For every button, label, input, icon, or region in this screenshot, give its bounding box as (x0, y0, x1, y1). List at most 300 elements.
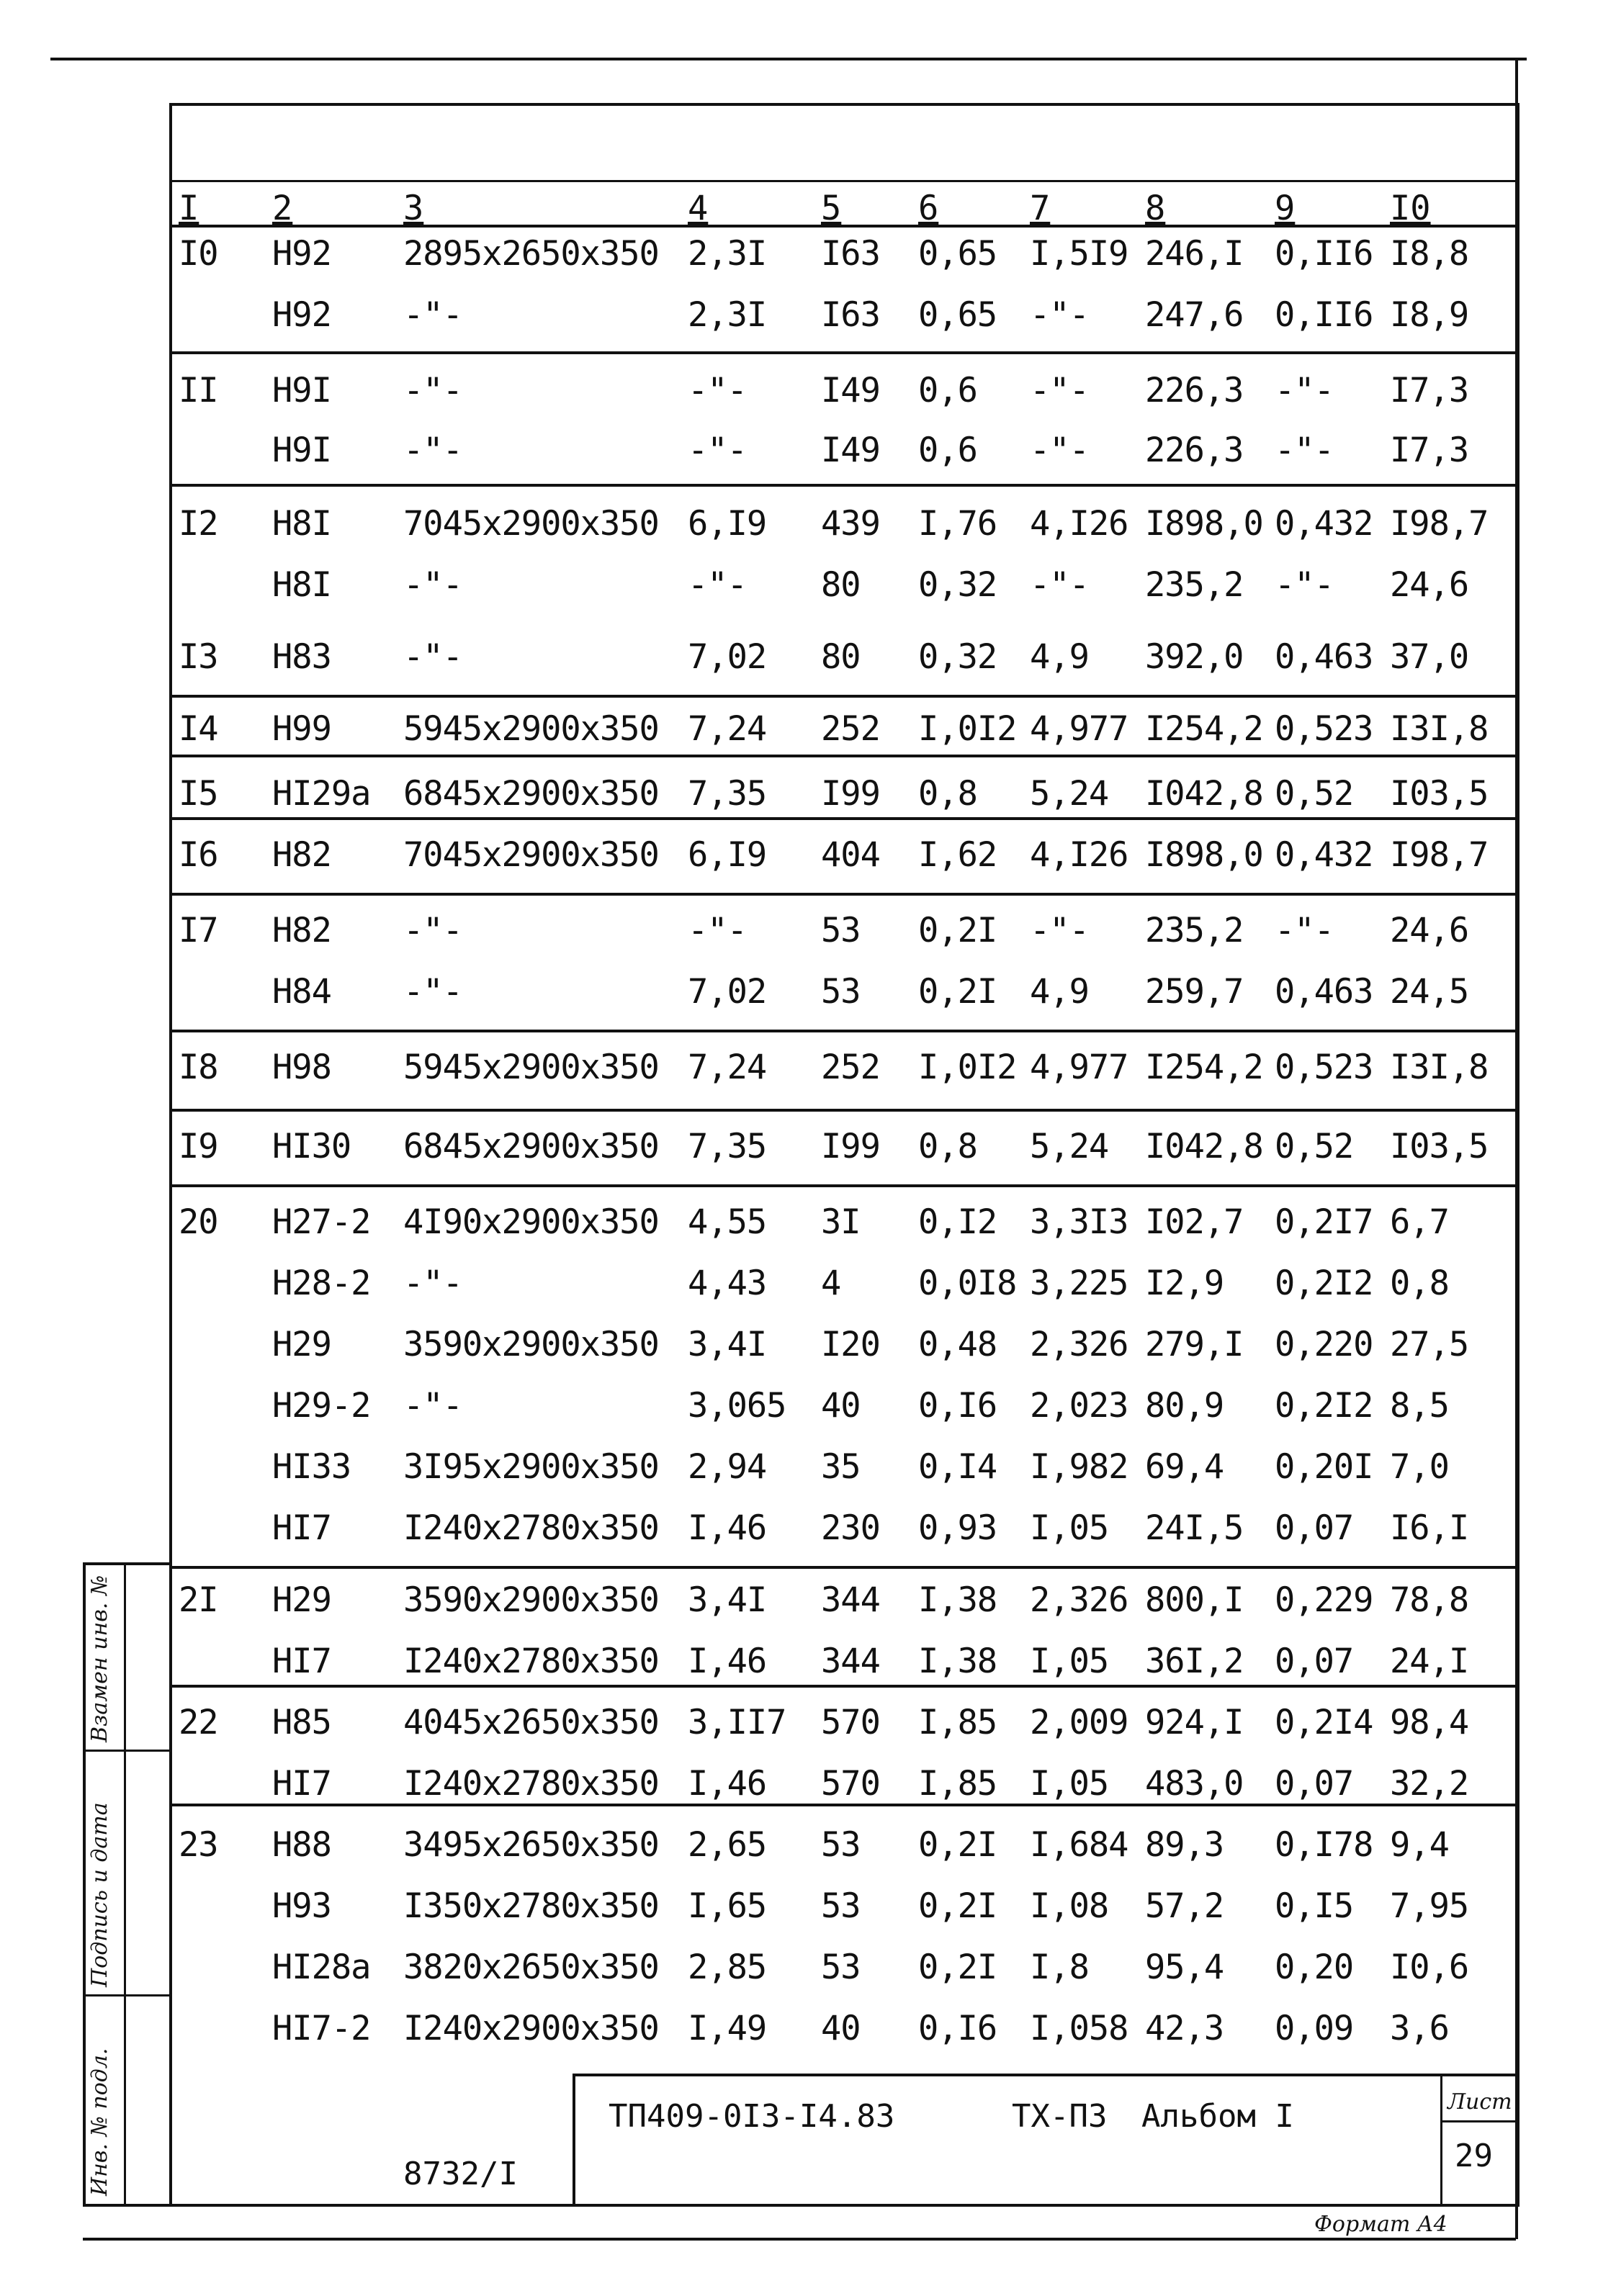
table-cell: H82 (272, 835, 331, 875)
frame-left (169, 103, 172, 2205)
header-rule-top (169, 180, 1516, 182)
table-cell: 344 (821, 1642, 880, 1681)
table-cell: I042,8 (1145, 774, 1263, 814)
table-cell: 235,2 (1145, 911, 1244, 950)
table-cell: 0,523 (1275, 1048, 1373, 1087)
table-cell: 2,65 (688, 1825, 767, 1865)
table-cell: I8 (179, 1048, 218, 1087)
table-cell: I4 (179, 709, 218, 749)
column-header-8: 8 (1145, 189, 1166, 228)
table-cell: 4,9 (1030, 637, 1089, 677)
titleblock-top (573, 2074, 1517, 2076)
table-cell: 0,32 (918, 565, 997, 605)
table-cell: -"- (1030, 371, 1089, 410)
table-cell: 0,48 (918, 1325, 997, 1364)
table-cell: 0,2I7 (1275, 1202, 1373, 1242)
table-cell: 20 (179, 1202, 218, 1242)
table-cell: I3I,8 (1390, 709, 1489, 749)
table-cell: 226,3 (1145, 371, 1244, 410)
table-cell: -"- (403, 972, 462, 1012)
table-cell: -"- (688, 911, 747, 950)
header-rule-bottom (169, 225, 1516, 228)
table-cell: 24I,5 (1145, 1508, 1244, 1548)
row-separator (169, 755, 1516, 757)
table-cell: -"- (688, 371, 747, 410)
table-cell: I8,9 (1390, 295, 1469, 335)
table-cell: 0,07 (1275, 1764, 1354, 1804)
table-cell: 0,32 (918, 637, 997, 677)
table-cell: I2,9 (1145, 1264, 1224, 1303)
stamp-col-left (83, 1562, 86, 2207)
table-cell: 235,2 (1145, 565, 1244, 605)
table-cell: 7,24 (688, 1048, 767, 1087)
row-separator (169, 695, 1516, 698)
table-cell: H28-2 (272, 1264, 371, 1303)
table-cell: 7,35 (688, 1127, 767, 1166)
table-cell: I6,I (1390, 1508, 1469, 1548)
table-cell: I3I,8 (1390, 1048, 1489, 1087)
table-cell: HI7 (272, 1764, 331, 1804)
table-cell: 80,9 (1145, 1386, 1224, 1426)
row-separator (169, 1685, 1516, 1688)
sheet-number: 29 (1455, 2138, 1493, 2174)
table-cell: 0,20 (1275, 1948, 1354, 1987)
table-cell: I,62 (918, 835, 997, 875)
table-cell: 98,4 (1390, 1703, 1469, 1742)
table-cell: 2,85 (688, 1948, 767, 1987)
table-cell: 0,I6 (918, 1386, 997, 1426)
table-cell: I9 (179, 1127, 218, 1166)
column-header-7: 7 (1030, 189, 1051, 228)
table-cell: 4 (821, 1264, 841, 1303)
table-cell: 36I,2 (1145, 1642, 1244, 1681)
table-cell: 0,2I2 (1275, 1264, 1373, 1303)
table-cell: 246,I (1145, 234, 1244, 274)
table-cell: 0,463 (1275, 637, 1373, 677)
table-cell: 32,2 (1390, 1764, 1469, 1804)
bottom-rule (83, 2238, 1516, 2241)
table-cell: I254,2 (1145, 1048, 1263, 1087)
stamp-top (83, 1562, 169, 1565)
table-cell: -"- (403, 371, 462, 410)
table-cell: 4,977 (1030, 1048, 1128, 1087)
table-cell: 5,24 (1030, 774, 1109, 814)
table-cell: H27-2 (272, 1202, 371, 1242)
table-cell: I,0I2 (918, 1048, 1017, 1087)
table-cell: 0,2I4 (1275, 1703, 1373, 1742)
frame-bottom (83, 2204, 1520, 2207)
table-cell: -"- (1275, 911, 1334, 950)
table-cell: H93 (272, 1886, 331, 1926)
table-cell: 4,977 (1030, 709, 1128, 749)
table-cell: I,38 (918, 1642, 997, 1681)
table-cell: 0,8 (918, 774, 977, 814)
table-cell: I,8 (1030, 1948, 1089, 1987)
table-cell: 252 (821, 709, 880, 749)
table-cell: I,684 (1030, 1825, 1128, 1865)
table-cell: 570 (821, 1764, 880, 1804)
table-cell: 4,9 (1030, 972, 1089, 1012)
table-cell: 0,432 (1275, 835, 1373, 875)
row-separator (169, 1566, 1516, 1569)
table-cell: I,0I2 (918, 709, 1017, 749)
stamp-replace-inv: Взамен инв. № (87, 1575, 112, 1742)
table-cell: 35 (821, 1447, 861, 1487)
table-cell: 247,6 (1145, 295, 1244, 335)
table-cell: 7,35 (688, 774, 767, 814)
table-cell: I63 (821, 234, 880, 274)
column-header-1: I (179, 189, 199, 228)
document-album: Альбом I (1141, 2098, 1294, 2135)
table-cell: I49 (821, 371, 880, 410)
row-separator (169, 893, 1516, 896)
table-cell: 483,0 (1145, 1764, 1244, 1804)
table-cell: 7045x2900x350 (403, 504, 659, 544)
table-cell: I20 (821, 1325, 880, 1364)
table-cell: I,058 (1030, 2009, 1128, 2048)
table-cell: 0,8 (1390, 1264, 1449, 1303)
stamp-div-1 (83, 1750, 169, 1752)
table-cell: I8,8 (1390, 234, 1469, 274)
row-separator (169, 1109, 1516, 1112)
table-cell: 24,6 (1390, 911, 1469, 950)
table-cell: I240x2900x350 (403, 2009, 659, 2048)
table-cell: 6,I9 (688, 504, 767, 544)
column-header-9: 9 (1275, 189, 1296, 228)
table-cell: -"- (403, 637, 462, 677)
table-cell: I99 (821, 774, 880, 814)
table-cell: 5,24 (1030, 1127, 1109, 1166)
table-cell: 3495x2650x350 (403, 1825, 659, 1865)
table-cell: 0,II6 (1275, 295, 1373, 335)
table-cell: 40 (821, 1386, 861, 1426)
table-cell: 57,2 (1145, 1886, 1224, 1926)
table-cell: 24,I (1390, 1642, 1469, 1681)
table-cell: I,46 (688, 1508, 767, 1548)
table-cell: 392,0 (1145, 637, 1244, 677)
table-cell: I,38 (918, 1580, 997, 1620)
table-cell: 3I (821, 1202, 861, 1242)
table-cell: H88 (272, 1825, 331, 1865)
inventory-number: 8732/I (403, 2156, 518, 2192)
table-cell: 3,4I (688, 1580, 767, 1620)
table-cell: H9I (272, 431, 331, 470)
table-cell: II (179, 371, 218, 410)
table-cell: 7,24 (688, 709, 767, 749)
table-cell: 439 (821, 504, 880, 544)
row-separator (169, 484, 1516, 487)
table-cell: 0,2I2 (1275, 1386, 1373, 1426)
table-cell: I,85 (918, 1764, 997, 1804)
table-cell: I,85 (918, 1703, 997, 1742)
row-separator (169, 1184, 1516, 1187)
table-cell: 42,3 (1145, 2009, 1224, 2048)
table-cell: 230 (821, 1508, 880, 1548)
table-cell: H29 (272, 1580, 331, 1620)
table-cell: I240x2780x350 (403, 1642, 659, 1681)
table-cell: 226,3 (1145, 431, 1244, 470)
table-cell: 3,4I (688, 1325, 767, 1364)
table-cell: 2,009 (1030, 1703, 1128, 1742)
table-cell: I7,3 (1390, 431, 1469, 470)
table-cell: 279,I (1145, 1325, 1244, 1364)
table-cell: 27,5 (1390, 1325, 1469, 1364)
stamp-inv-no: Инв. № подл. (87, 2048, 112, 2196)
table-cell: I,49 (688, 2009, 767, 2048)
table-cell: I042,8 (1145, 1127, 1263, 1166)
table-cell: 3,II7 (688, 1703, 786, 1742)
table-cell: -"- (1030, 911, 1089, 950)
table-cell: 0,432 (1275, 504, 1373, 544)
table-cell: I,982 (1030, 1447, 1128, 1487)
table-cell: I,05 (1030, 1508, 1109, 1548)
table-cell: I240x2780x350 (403, 1508, 659, 1548)
table-cell: I98,7 (1390, 504, 1489, 544)
table-cell: 924,I (1145, 1703, 1244, 1742)
table-cell: 570 (821, 1703, 880, 1742)
table-cell: 6,I9 (688, 835, 767, 875)
column-header-3: 3 (403, 189, 424, 228)
table-cell: 0,2I (918, 1886, 997, 1926)
table-cell: 0,0I8 (918, 1264, 1017, 1303)
column-header-6: 6 (918, 189, 939, 228)
table-cell: HI7 (272, 1508, 331, 1548)
table-cell: 5945x2900x350 (403, 709, 659, 749)
table-cell: 4,55 (688, 1202, 767, 1242)
table-cell: 0,2I (918, 972, 997, 1012)
table-cell: H9I (272, 371, 331, 410)
table-cell: -"- (1275, 565, 1334, 605)
table-cell: I,5I9 (1030, 234, 1128, 274)
table-cell: 0,52 (1275, 1127, 1354, 1166)
table-cell: 6845x2900x350 (403, 774, 659, 814)
table-cell: 0,20I (1275, 1447, 1373, 1487)
table-cell: 6845x2900x350 (403, 1127, 659, 1166)
stamp-col-mid (124, 1562, 126, 2207)
table-cell: H83 (272, 637, 331, 677)
table-cell: H29-2 (272, 1386, 371, 1426)
table-cell: 2895x2650x350 (403, 234, 659, 274)
table-cell: 53 (821, 1948, 861, 1987)
table-cell: I898,0 (1145, 504, 1263, 544)
table-cell: HI7 (272, 1642, 331, 1681)
table-cell: 2I (179, 1580, 218, 1620)
table-cell: -"- (1275, 431, 1334, 470)
titleblock-left (573, 2074, 575, 2205)
table-cell: 9,4 (1390, 1825, 1449, 1865)
table-cell: 7,02 (688, 972, 767, 1012)
table-cell: 4045x2650x350 (403, 1703, 659, 1742)
table-cell: 53 (821, 911, 861, 950)
table-cell: 2,3I (688, 295, 767, 335)
table-cell: 53 (821, 1886, 861, 1926)
table-cell: HI7-2 (272, 2009, 371, 2048)
table-cell: 0,6 (918, 371, 977, 410)
table-cell: 0,65 (918, 234, 997, 274)
table-cell: 0,07 (1275, 1508, 1354, 1548)
table-cell: 252 (821, 1048, 880, 1087)
column-header-2: 2 (272, 189, 293, 228)
stamp-div-2 (83, 1994, 169, 1996)
table-cell: I98,7 (1390, 835, 1489, 875)
column-header-4: 4 (688, 189, 709, 228)
table-cell: -"- (403, 1386, 462, 1426)
table-cell: I63 (821, 295, 880, 335)
table-cell: 8,5 (1390, 1386, 1449, 1426)
table-cell: 37,0 (1390, 637, 1469, 677)
table-cell: -"- (1030, 431, 1089, 470)
table-cell: 7045x2900x350 (403, 835, 659, 875)
table-cell: 0,2I (918, 1948, 997, 1987)
table-cell: -"- (403, 295, 462, 335)
table-cell: H99 (272, 709, 331, 749)
table-cell: I,05 (1030, 1764, 1109, 1804)
table-cell: 344 (821, 1580, 880, 1620)
table-cell: 2,3I (688, 234, 767, 274)
table-cell: I,46 (688, 1642, 767, 1681)
table-cell: 3590x2900x350 (403, 1580, 659, 1620)
table-cell: -"- (403, 1264, 462, 1303)
table-cell: 2,326 (1030, 1580, 1128, 1620)
table-cell: 3,065 (688, 1386, 786, 1426)
table-cell: 89,3 (1145, 1825, 1224, 1865)
table-cell: I,65 (688, 1886, 767, 1926)
table-cell: 7,02 (688, 637, 767, 677)
table-cell: -"- (403, 911, 462, 950)
table-cell: 0,93 (918, 1508, 997, 1548)
table-cell: 24,5 (1390, 972, 1469, 1012)
table-cell: 3,6 (1390, 2009, 1449, 2048)
titleblock-sheet-left (1440, 2074, 1442, 2205)
top-rule (50, 58, 1527, 60)
table-cell: 4,I26 (1030, 835, 1128, 875)
table-cell: H92 (272, 295, 331, 335)
document-section: ТХ-ПЗ (1012, 2098, 1108, 2135)
table-cell: 0,52 (1275, 774, 1354, 814)
table-cell: -"- (1275, 371, 1334, 410)
stamp-sign-date: Подпись и дата (87, 1802, 112, 1987)
table-cell: 0,220 (1275, 1325, 1373, 1364)
table-cell: 0,2I (918, 1825, 997, 1865)
table-cell: 0,I78 (1275, 1825, 1373, 1865)
table-cell: H8I (272, 504, 331, 544)
table-cell: I2 (179, 504, 218, 544)
frame-right (1517, 103, 1520, 2205)
table-cell: 40 (821, 2009, 861, 2048)
table-cell: H8I (272, 565, 331, 605)
table-cell: HI28a (272, 1948, 371, 1987)
table-cell: 22 (179, 1703, 218, 1742)
table-cell: 3590x2900x350 (403, 1325, 659, 1364)
table-cell: 80 (821, 637, 861, 677)
table-cell: I0,6 (1390, 1948, 1469, 1987)
table-cell: H85 (272, 1703, 331, 1742)
table-cell: 80 (821, 565, 861, 605)
table-cell: 2,326 (1030, 1325, 1128, 1364)
table-cell: HI30 (272, 1127, 351, 1166)
table-cell: 4,43 (688, 1264, 767, 1303)
sheet-label: Лист (1447, 2089, 1512, 2115)
table-cell: 0,I4 (918, 1447, 997, 1487)
titleblock-sheet-div (1440, 2120, 1518, 2122)
table-cell: I02,7 (1145, 1202, 1244, 1242)
table-cell: 5945x2900x350 (403, 1048, 659, 1087)
table-cell: 4,I26 (1030, 504, 1128, 544)
table-cell: I254,2 (1145, 709, 1263, 749)
table-cell: 0,II6 (1275, 234, 1373, 274)
table-cell: -"- (1030, 295, 1089, 335)
table-cell: 53 (821, 972, 861, 1012)
row-separator (169, 351, 1516, 354)
table-cell: 24,6 (1390, 565, 1469, 605)
table-cell: I,46 (688, 1764, 767, 1804)
table-cell: H98 (272, 1048, 331, 1087)
table-cell: 0,463 (1275, 972, 1373, 1012)
table-cell: -"- (688, 431, 747, 470)
table-cell: I5 (179, 774, 218, 814)
column-header-10: I0 (1390, 189, 1431, 228)
table-cell: 4I90x2900x350 (403, 1202, 659, 1242)
table-cell: 7,0 (1390, 1447, 1449, 1487)
table-cell: -"- (403, 565, 462, 605)
table-cell: 7,95 (1390, 1886, 1469, 1926)
table-cell: H29 (272, 1325, 331, 1364)
table-cell: 800,I (1145, 1580, 1244, 1620)
table-cell: I03,5 (1390, 774, 1489, 814)
table-cell: I0 (179, 234, 218, 274)
table-cell: 0,09 (1275, 2009, 1354, 2048)
table-cell: 0,I2 (918, 1202, 997, 1242)
table-cell: 0,65 (918, 295, 997, 335)
table-cell: I,76 (918, 504, 997, 544)
document-code: ТП409-0I3-I4.83 (609, 2098, 895, 2135)
table-cell: 0,I5 (1275, 1886, 1354, 1926)
row-separator (169, 817, 1516, 820)
column-header-5: 5 (821, 189, 842, 228)
table-cell: 0,229 (1275, 1580, 1373, 1620)
table-cell: I03,5 (1390, 1127, 1489, 1166)
table-cell: H84 (272, 972, 331, 1012)
table-cell: 0,6 (918, 431, 977, 470)
table-cell: I350x2780x350 (403, 1886, 659, 1926)
table-cell: 0,07 (1275, 1642, 1354, 1681)
table-cell: I99 (821, 1127, 880, 1166)
table-cell: 259,7 (1145, 972, 1244, 1012)
table-cell: HI33 (272, 1447, 351, 1487)
table-cell: I7 (179, 911, 218, 950)
row-separator (169, 1804, 1516, 1806)
table-cell: -"- (403, 431, 462, 470)
table-cell: I240x2780x350 (403, 1764, 659, 1804)
table-cell: 0,523 (1275, 709, 1373, 749)
table-cell: 2,94 (688, 1447, 767, 1487)
table-cell: 23 (179, 1825, 218, 1865)
table-cell: 69,4 (1145, 1447, 1224, 1487)
table-cell: I,05 (1030, 1642, 1109, 1681)
table-cell: 0,2I (918, 911, 997, 950)
table-cell: 3,225 (1030, 1264, 1128, 1303)
table-cell: I7,3 (1390, 371, 1469, 410)
table-cell: -"- (1030, 565, 1089, 605)
table-cell: 2,023 (1030, 1386, 1128, 1426)
table-cell: I898,0 (1145, 835, 1263, 875)
table-cell: 53 (821, 1825, 861, 1865)
table-cell: 78,8 (1390, 1580, 1469, 1620)
table-cell: 0,8 (918, 1127, 977, 1166)
table-cell: 95,4 (1145, 1948, 1224, 1987)
table-cell: I6 (179, 835, 218, 875)
frame-top (169, 103, 1520, 106)
